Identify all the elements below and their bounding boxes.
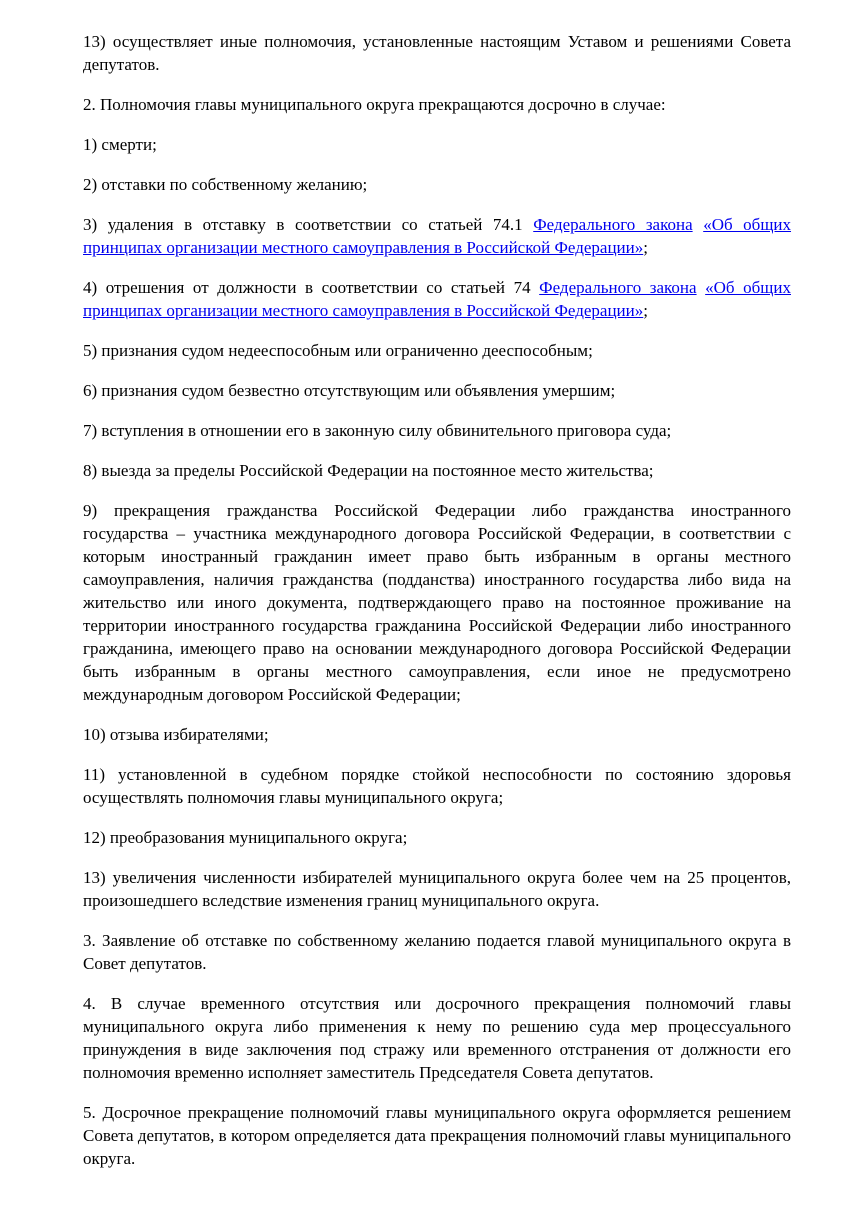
list-item-13-electorate-increase: 13) увеличения численности избирателей муниципального округа более чем на 25 процентов, произошедшего вследствие изменения границ муниципального округа. (83, 868, 791, 910)
paragraph-item13-powers: 13) осуществляет иные полномочия, установленные настоящим Уставом и решениями Совета депутатов. (83, 32, 791, 74)
list-item-1-death: 1) смерти; (83, 135, 157, 154)
list-item-8-departure: 8) выезда за пределы Российской Федерации на постоянное место жительства; (83, 461, 654, 480)
list-item-3-text: 3) удаления в отставку в соответствии со статьей 74.1 (83, 215, 534, 234)
paragraph-clause3-resignation-statement: 3. Заявление об отставке по собственному желанию подается главой муниципального округа в Совет депутатов. (83, 931, 791, 973)
list-item-12-transformation: 12) преобразования муниципального округа; (83, 828, 408, 847)
list-item-4-text: 4) отрешения от должности в соответствии со статьей 74 (83, 278, 540, 297)
list-item-10-recall: 10) отзыва избирателями; (83, 725, 269, 744)
federal-law-title-link[interactable]: «Об общих принципах организации местного самоуправления в Российской Федерации» (83, 278, 791, 320)
paragraph-clause2-intro: 2. Полномочия главы муниципального округа прекращаются досрочно в случае: (83, 95, 666, 114)
list-item-5-incapacity: 5) признания судом недееспособным или ограниченно дееспособным; (83, 341, 593, 360)
federal-law-link[interactable]: Федерального закона (533, 215, 693, 234)
list-item-7-verdict: 7) вступления в отношении его в законную силу обвинительного приговора суда; (83, 421, 672, 440)
list-item-9-citizenship: 9) прекращения гражданства Российской Федерации либо гражданства иностранного государства – участника международного договора Российской Федерации, в соответствии с которым иностранный гражданин имеет право быть избранным в органы местного самоуправления, наличия гражданства (подданства) иностранного государства либо вида на жительство или иного документа, подтверждающего право на постоянное проживание на территории иностранного государства гражданина Российской Федерации либо иностранного гражданина, имеющего право на основании международного договора Российской Федерации быть избранным в органы местного самоуправления, если иное не предусмотрено международным договором Российской Федерации; (83, 501, 791, 704)
paragraph-clause5-early-termination: 5. Досрочное прекращение полномочий главы муниципального округа оформляется решением Совета депутатов, в котором определяется дата прекращения полномочий главы муниципального округа. (83, 1103, 791, 1168)
list-item-4-dismissal (83, 276, 791, 322)
list-item-6-missing: 6) признания судом безвестно отсутствующим или объявления умершим; (83, 381, 616, 400)
list-item-3-removal (83, 213, 791, 259)
list-item-2-resignation: 2) отставки по собственному желанию; (83, 175, 368, 194)
list-item-3-trailing-text: ; (643, 238, 648, 257)
federal-law-link[interactable]: Федерального закона (539, 278, 697, 297)
list-item-4-trailing-text: ; (643, 301, 648, 320)
federal-law-title-link[interactable]: «Об общих принципах организации местного самоуправления в Российской Федерации» (83, 215, 792, 257)
list-item-11-health: 11) установленной в судебном порядке стойкой неспособности по состоянию здоровья осуществлять полномочия главы муниципального округа; (83, 765, 791, 807)
paragraph-clause4-temporary-absence: 4. В случае временного отсутствия или досрочного прекращения полномочий главы муниципального округа либо применения к нему по решению суда мер процессуального принуждения в виде заключения под стражу или временного отстранения от должности его полномочия временно исполняет заместитель Председателя Совета депутатов. (83, 994, 791, 1082)
